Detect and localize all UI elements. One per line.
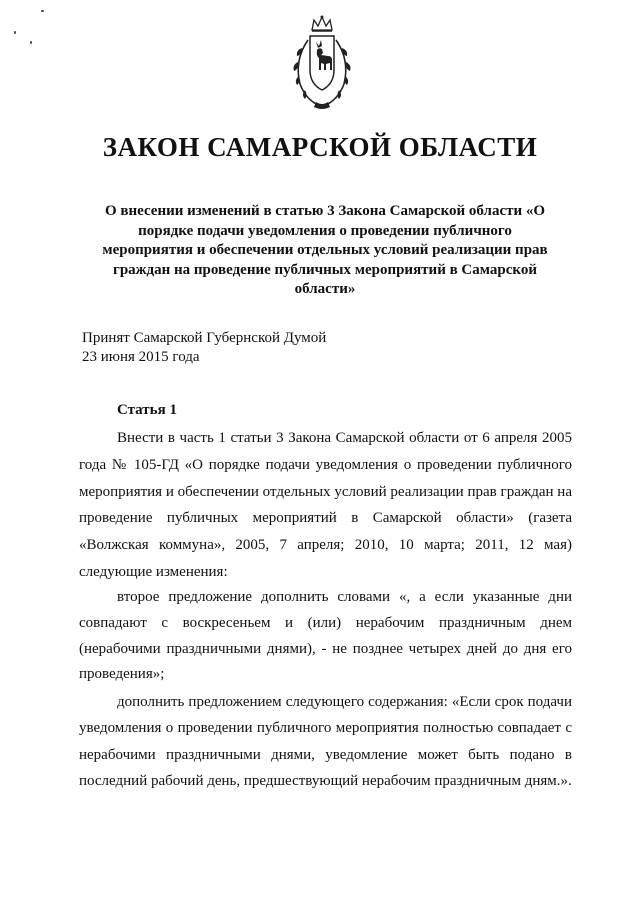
- scan-speck: [14, 31, 16, 34]
- body-paragraph: дополнить предложением следующего содержания: «Если срок подачи уведомления о проведении публичного мероприятия полностью совпадает с нерабочими праздничными днями, уведомление может быть подано в последний рабочий день, предшествующий нерабочим праздничным дням.».: [79, 694, 572, 790]
- adopted-by: Принят Самарской Губернской Думой: [82, 330, 327, 346]
- document-title: ЗАКОН САМАРСКОЙ ОБЛАСТИ: [102, 132, 538, 162]
- scan-speck: [30, 41, 32, 44]
- article-heading: Статья 1: [117, 402, 177, 418]
- document-subtitle: О внесении изменений в статью 3 Закона Самарской области «О порядке подачи уведомления о проведении публичного мероприятия и обеспечении отдельных условий реализации прав граждан на проведение публичных мероприятий в Самарской области»: [102, 203, 548, 297]
- scan-speck: [41, 10, 44, 12]
- body-paragraph: Внести в часть 1 статьи 3 Закона Самарской области от 6 апреля 2005 года № 105-ГД «О порядке подачи уведомления о проведении публичного мероприятия и обеспечении отдельных условий реализации прав граждан на проведение публичных мероприятий в Самарской области» (газета «Волжская коммуна», 2005, 7 апреля; 2010, 10 марта; 2011, 12 мая) следующие изменения:: [79, 430, 572, 580]
- body-paragraph: второе предложение дополнить словами «, а если указанные дни совпадают с воскресеньем и (или) нерабочим праздничным днем (нерабочими праздничными днями), - не позднее четырех дней до дня его проведения»;: [79, 589, 572, 683]
- adoption-info: [82, 329, 482, 367]
- samara-coat-of-arms-icon: [286, 14, 358, 110]
- adoption-date: 23 июня 2015 года: [82, 349, 200, 365]
